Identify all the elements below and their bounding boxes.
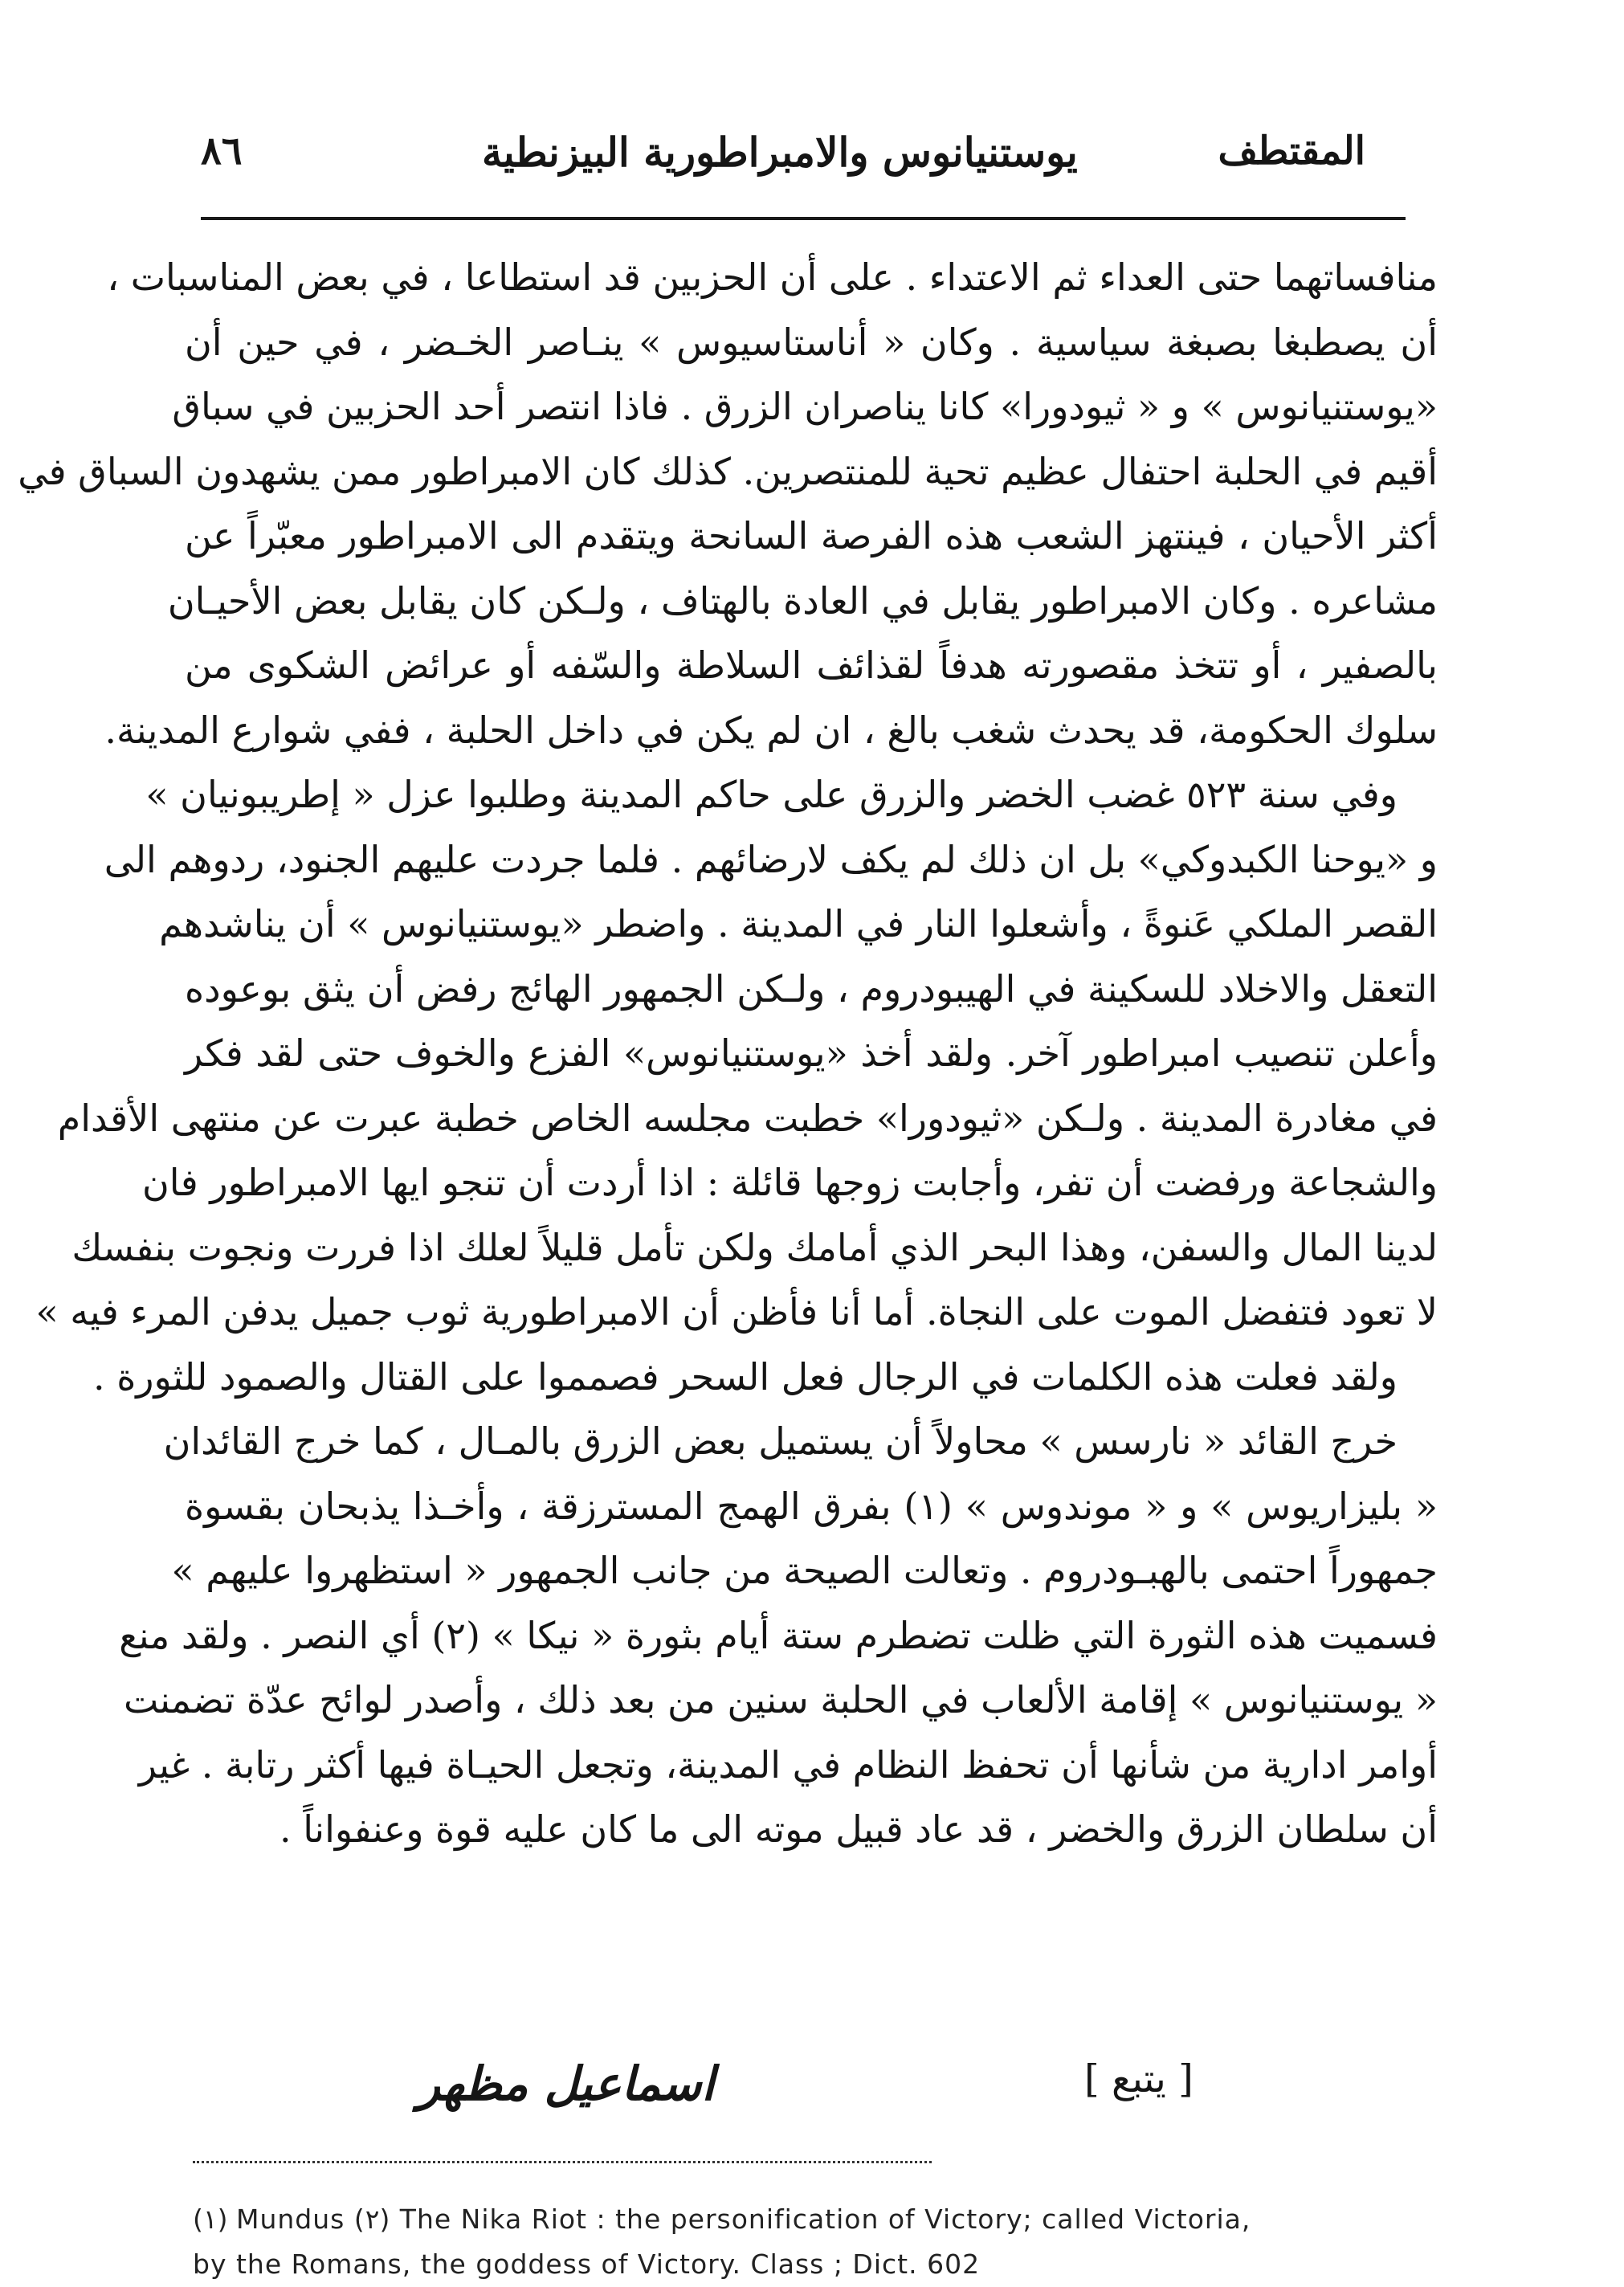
text-line: والشجاعة ورفضت أن تفر، وأجابت زوجها قائلة : اذا أردت أن تنجو ايها الامبراطور فان bbox=[141, 1161, 1438, 1204]
page-header bbox=[201, 120, 1365, 193]
footnotes bbox=[193, 2197, 1446, 2287]
text-line: في مغادرة المدينة . ولـكن «ثيودورا» خطبت مجلسه الخاص خطبة عبرت عن منتهى الأقدام bbox=[57, 1096, 1438, 1140]
journal-name: المقتطف bbox=[1218, 129, 1365, 174]
text-line: لا تعود فتفضل الموت على النجاة. أما أنا فأظن أن الامبراطورية ثوب جميل يدفن المرء فيه » bbox=[35, 1290, 1438, 1333]
text-line: جمهوراً احتمى بالهبـودروم . وتعالت الصيحة من جانب الجمهور « استظهروا عليهم » bbox=[171, 1549, 1438, 1592]
text-line: ولقد فعلت هذه الكلمات في الرجال فعل السحر فصمموا على القتال والصمود للثورة . bbox=[92, 1354, 1398, 1399]
text-line: فسميت هذه الثورة التي ظلت تضطرم ستة أيام بثورة « نيكا » (٢) أي النصر . ولقد منع bbox=[119, 1613, 1438, 1657]
text-line: القصر الملكي عَنوةً ، وأشعلوا النار في المدينة . واضطر «يوستنيانوس » أن يناشدهم bbox=[159, 902, 1438, 945]
footnote-divider bbox=[193, 2161, 932, 2163]
closing-block bbox=[185, 2040, 1438, 2145]
text-line: لدينا المال والسفن، وهذا البحر الذي أمامك ولكن تأمل قليلاً لعلك اذا فررت ونجوت بنفسك bbox=[71, 1225, 1438, 1269]
header-divider bbox=[201, 217, 1406, 220]
text-line: أقيم في الحلبة احتفال عظيم تحية للمنتصرين. كذلك كان الامبراطور ممن يشهدون السباق في bbox=[18, 449, 1438, 493]
author-signature: اسماعيل مظهر bbox=[418, 2056, 715, 2111]
text-line: خرج القائد « نارسس » محاولاً أن يستميل بعض الزرق بالمـال ، كما خرج القائدان bbox=[163, 1419, 1398, 1463]
text-line: سلوك الحكومة، قد يحدث شغب بالغ ، ان لم يكن في داخل الحلبة ، ففي شوارع المدينة. bbox=[104, 708, 1438, 752]
text-line: أوامر ادارية من شأنها أن تحفظ النظام في المدينة، وتجعل الحيـاة فيها أكثر رتابة . غير bbox=[138, 1742, 1438, 1787]
text-line: «يوستنيانوس » و « ثيودورا» كانا يناصران الزرق . فاذا انتصر أحد الحزبين في سباق bbox=[172, 385, 1438, 428]
text-line: أن سلطان الزرق والخضر ، قد عاد قبيل موته الى ما كان عليه قوة وعنفواناً . bbox=[280, 1807, 1438, 1851]
text-line: أكثر الأحيان ، فينتهز الشعب هذه الفرصة السانحة ويتقدم الى الامبراطور معبّراً عن bbox=[185, 514, 1438, 557]
text-line: مشاعره . وكان الامبراطور يقابل في العادة بالهتاف ، ولـكن كان يقابل بعض الأحيـان bbox=[167, 578, 1438, 623]
text-line: وفي سنة ٥٢٣ غضب الخضر والزرق على حاكم المدينة وطلبوا عزل « إطريبونيان » bbox=[145, 773, 1398, 816]
to-be-continued-mark: [ يتبع ] bbox=[1084, 2056, 1194, 2101]
running-title: يوستنيانوس والامبراطورية البيزنطية bbox=[482, 129, 1078, 176]
text-line: « يوستنيانوس » إقامة الألعاب في الحلبة سنين من بعد ذلك ، وأصدر لوائح عدّة تضمنت bbox=[123, 1678, 1438, 1721]
article-body bbox=[18, 245, 1438, 1862]
text-line: منافساتهما حتى العداء ثم الاعتداء . على أن الحزبين قد استطاعا ، في بعض المناسبات ، bbox=[107, 255, 1438, 299]
text-line: التعقل والاخلاد للسكينة في الهيبودروم ، ولـكن الجمهور الهائج رفض أن يثق بوعوده bbox=[185, 966, 1438, 1011]
footnote-line: (١) Mundus (٢) The Nika Riot : the personification of Victory; called Victoria, bbox=[193, 2203, 1251, 2235]
text-line: « بليزاريوس » و « موندوس » (١) بفرق الهمج المسترزقة ، وأخـذا يذبحان بقسوة bbox=[185, 1484, 1438, 1528]
footnote-line: by the Romans, the goddess of Victory. Class ; Dict. 602 bbox=[193, 2248, 981, 2280]
text-line: و «يوحنا الكبدوكي» بل ان ذلك لم يكف لارضائهم . فلما جردت عليهم الجنود، ردوهم الى bbox=[104, 837, 1438, 881]
text-line: أن يصطبغا بصبغة سياسية . وكان « أناستاسيوس » ينـاصر الخـضر ، في حين أن bbox=[185, 320, 1438, 364]
page-number: ٨٦ bbox=[201, 129, 243, 174]
text-line: وأعلن تنصيب امبراطور آخر. ولقد أخذ «يوستنيانوس» الفزع والخوف حتى لقد فكر bbox=[185, 1031, 1438, 1075]
text-line: بالصفير ، أو تتخذ مقصورته هدفاً لقذائف السلاطة والسّفه أو عرائض الشكوى من bbox=[185, 643, 1438, 687]
